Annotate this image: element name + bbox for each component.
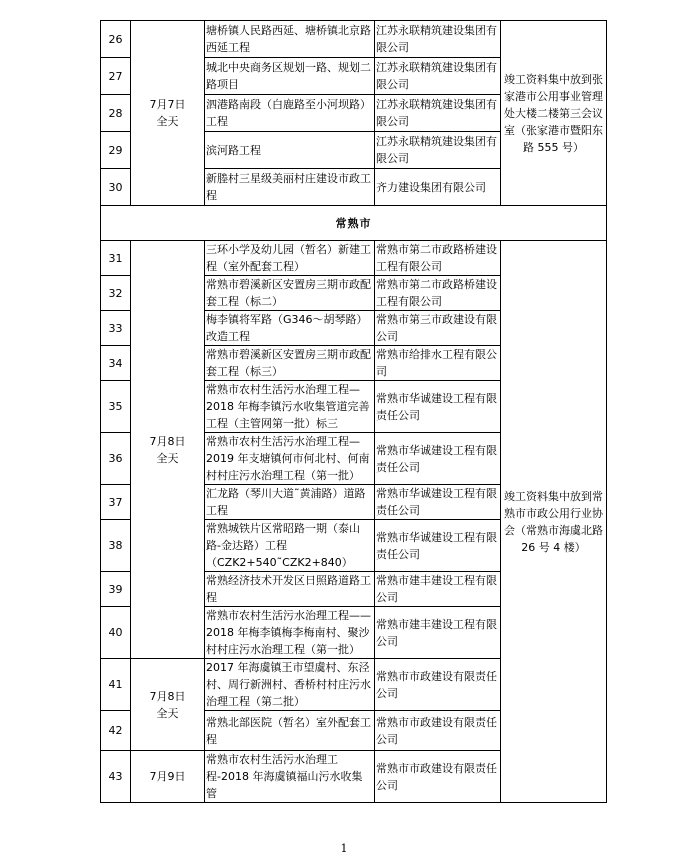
row-number: 30 <box>101 169 131 206</box>
row-number: 33 <box>101 311 131 346</box>
date-cell: 7月7日 全天 <box>131 21 205 206</box>
company-name: 常熟市给排水工程有限公司 <box>375 346 501 381</box>
row-number: 36 <box>101 433 131 485</box>
row-number: 29 <box>101 132 131 169</box>
row-number: 32 <box>101 276 131 311</box>
table-row <box>101 241 607 276</box>
project-name: 常熟北部医院（暂名）室外配套工程 <box>205 711 375 751</box>
company-name: 齐力建设集团有限公司 <box>375 169 501 206</box>
location-note: 竣工资料集中放到张家港市公用事业管理处大楼二楼第三会议室（张家港市暨阳东路 555 号） <box>501 21 607 206</box>
row-number: 26 <box>101 21 131 58</box>
project-name: 新塍村三星级美丽村庄建设市政工程 <box>205 169 375 206</box>
row-number: 42 <box>101 711 131 751</box>
section-title: 常熟市 <box>101 206 607 241</box>
date-cell: 7月8日 全天 <box>131 659 205 751</box>
company-name: 江苏永联精筑建设集团有限公司 <box>375 132 501 169</box>
location-note: 竣工资料集中放到常熟市市政公用行业协会（常熟市海虞北路 26 号 4 楼） <box>501 241 607 803</box>
page-number: 1 <box>340 842 348 855</box>
row-number: 28 <box>101 95 131 132</box>
row-number: 35 <box>101 381 131 433</box>
project-name: 泗港路南段（白鹿路至小河坝路）工程 <box>205 95 375 132</box>
section-row <box>101 206 607 241</box>
project-name: 常熟市农村生活污水治理工程-2018 年海虞镇福山污水收集管 <box>205 751 375 803</box>
schedule-table <box>100 20 607 803</box>
project-name: 2017 年海虞镇王市望虞村、东泾村、周行新洲村、香桥村村庄污水治理工程（第二批） <box>205 659 375 711</box>
project-name: 汇龙路（琴川大道˜黄浦路）道路工程 <box>205 485 375 520</box>
company-name: 江苏永联精筑建设集团有限公司 <box>375 21 501 58</box>
row-number: 39 <box>101 572 131 607</box>
company-name: 常熟市华诚建设工程有限责任公司 <box>375 381 501 433</box>
row-number: 43 <box>101 751 131 803</box>
company-name: 常熟市华诚建设工程有限责任公司 <box>375 520 501 572</box>
project-name: 常熟市农村生活污水治理工程—2019 年支塘镇何市何北村、何南村村庄污水治理工程（第一批） <box>205 433 375 485</box>
project-name: 三环小学及幼儿园（暂名）新建工程（室外配套工程） <box>205 241 375 276</box>
project-name: 常熟市碧溪新区安置房三期市政配套工程（标三） <box>205 346 375 381</box>
company-name: 江苏永联精筑建设集团有限公司 <box>375 58 501 95</box>
company-name: 常熟市第三市政建设有限公司 <box>375 311 501 346</box>
project-name: 常熟市农村生活污水治理工程—2018 年梅李镇污水收集管道完善工程（主管网第一批）标三 <box>205 381 375 433</box>
row-number: 40 <box>101 607 131 659</box>
project-name: 常熟市碧溪新区安置房三期市政配套工程（标二） <box>205 276 375 311</box>
project-name: 常熟城铁片区常昭路一期（泰山路-金达路）工程（CZK2+540˜CZK2+840） <box>205 520 375 572</box>
company-name: 常熟市市政建设有限责任公司 <box>375 659 501 711</box>
company-name: 常熟市第二市政路桥建设工程有限公司 <box>375 276 501 311</box>
date-cell: 7月9日 <box>131 751 205 803</box>
company-name: 常熟市华诚建设工程有限责任公司 <box>375 485 501 520</box>
project-name: 常熟市农村生活污水治理工程——2018 年梅李镇梅李梅南村、聚沙村村庄污水治理工程（第一批） <box>205 607 375 659</box>
company-name: 常熟市建丰建设工程有限公司 <box>375 607 501 659</box>
project-name: 塘桥镇人民路西延、塘桥镇北京路西延工程 <box>205 21 375 58</box>
project-name: 常熟经济技术开发区日照路道路工程 <box>205 572 375 607</box>
project-name: 梅李镇将军路（G346～胡琴路）改造工程 <box>205 311 375 346</box>
company-name: 常熟市建丰建设工程有限公司 <box>375 572 501 607</box>
company-name: 常熟市第二市政路桥建设工程有限公司 <box>375 241 501 276</box>
company-name: 常熟市市政建设有限责任公司 <box>375 751 501 803</box>
company-name: 江苏永联精筑建设集团有限公司 <box>375 95 501 132</box>
row-number: 27 <box>101 58 131 95</box>
row-number: 34 <box>101 346 131 381</box>
row-number: 31 <box>101 241 131 276</box>
row-number: 38 <box>101 520 131 572</box>
date-cell: 7月8日 全天 <box>131 241 205 659</box>
table-row <box>101 21 607 58</box>
company-name: 常熟市市政建设有限责任公司 <box>375 711 501 751</box>
project-name: 滨河路工程 <box>205 132 375 169</box>
project-name: 城北中央商务区规划一路、规划二路项目 <box>205 58 375 95</box>
row-number: 41 <box>101 659 131 711</box>
company-name: 常熟市华诚建设工程有限责任公司 <box>375 433 501 485</box>
row-number: 37 <box>101 485 131 520</box>
